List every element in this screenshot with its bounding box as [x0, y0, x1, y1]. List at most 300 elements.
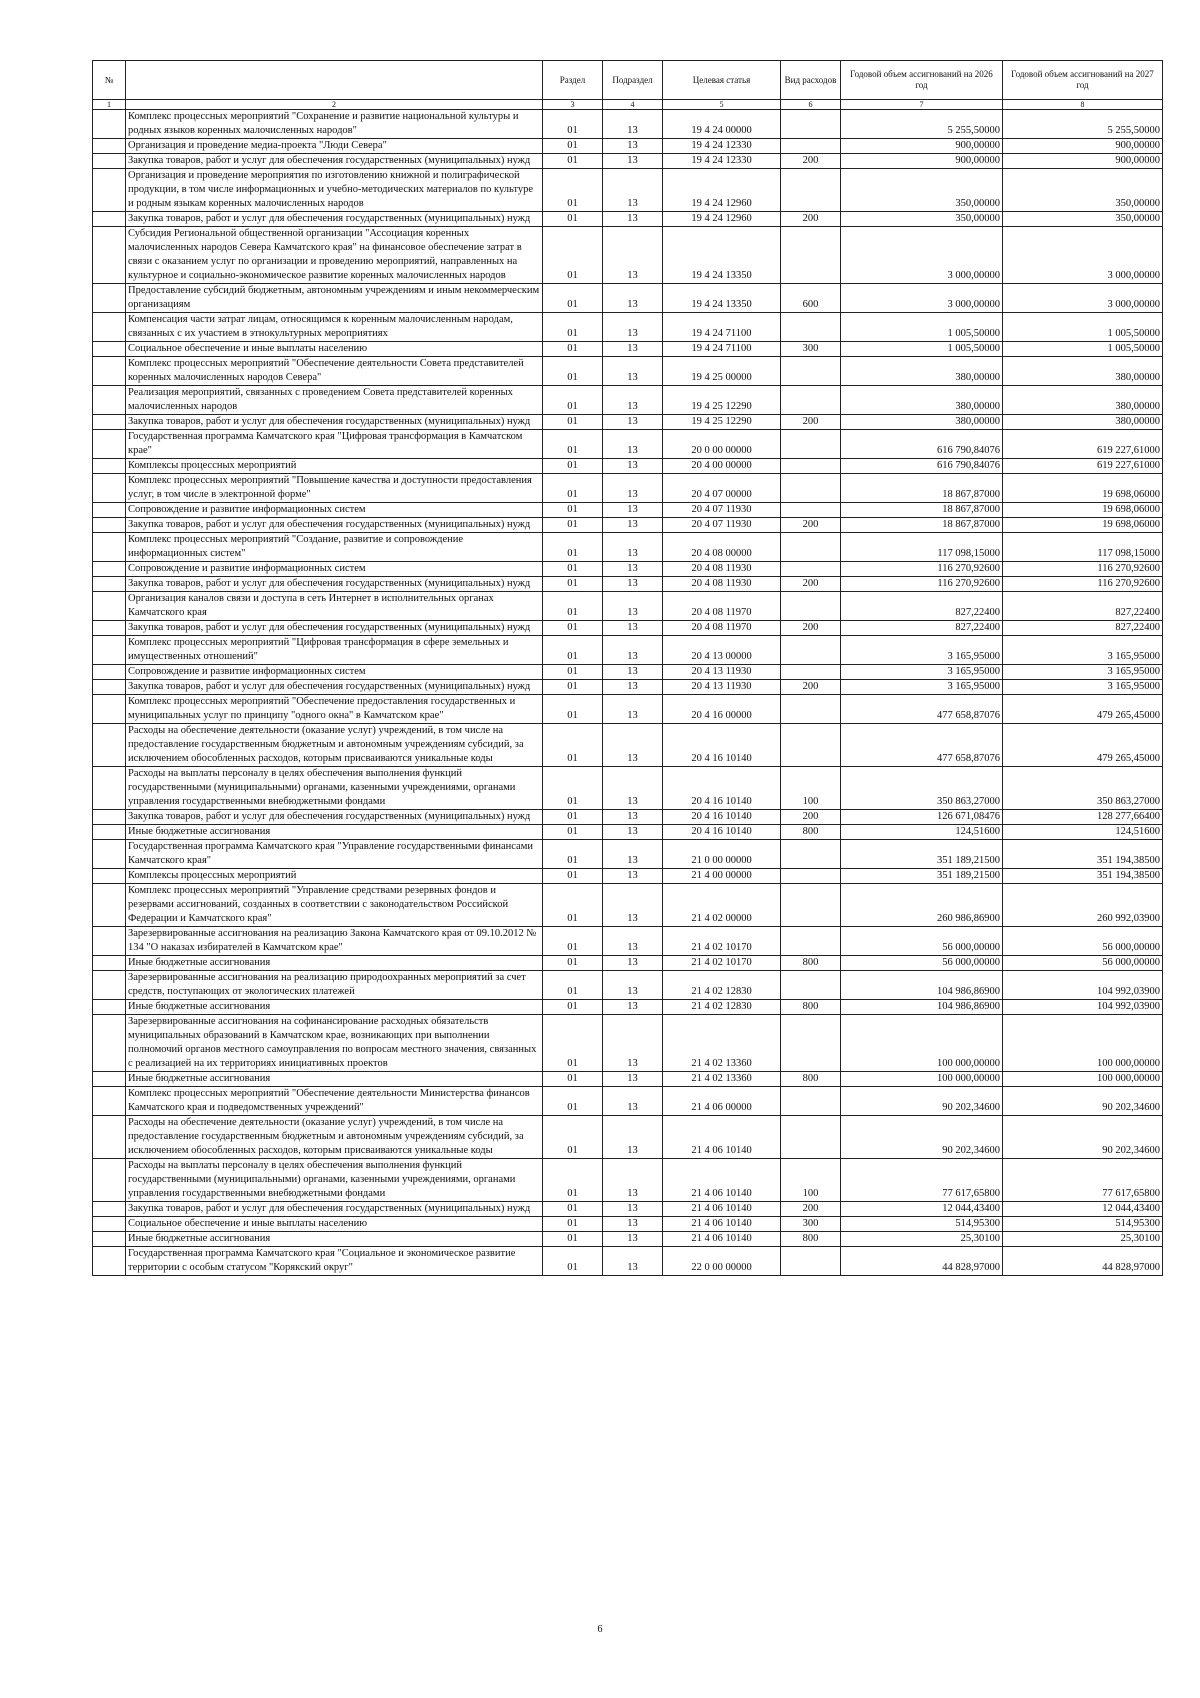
table-row	[93, 1202, 1163, 1217]
table-body	[93, 110, 1163, 1276]
razdel-cell: 01	[543, 1015, 603, 1072]
column-number: 2	[126, 100, 543, 110]
podrazdel-cell: 13	[603, 154, 663, 169]
podrazdel-cell: 13	[603, 503, 663, 518]
num-cell	[93, 503, 126, 518]
expense-type-cell: 800	[781, 956, 841, 971]
item-name: Комплекс процессных мероприятий "Создание, развитие и сопровождение информационных систем"	[126, 533, 543, 562]
podrazdel-cell: 13	[603, 1159, 663, 1202]
num-cell	[93, 386, 126, 415]
item-name: Социальное обеспечение и иные выплаты населению	[126, 1217, 543, 1232]
target-article-cell: 21 4 06 00000	[663, 1087, 781, 1116]
amount-2027-cell: 44 828,97000	[1003, 1247, 1163, 1276]
num-cell	[93, 459, 126, 474]
amount-2027-cell: 117 098,15000	[1003, 533, 1163, 562]
item-name: Организация и проведение мероприятия по изготовлению книжной и полиграфической продукции, в том числе информационных и учебно-методических материалов по культуре и родным языкам коренных малочисленных народов	[126, 169, 543, 212]
table-row	[93, 1116, 1163, 1159]
num-cell	[93, 695, 126, 724]
table-row	[93, 636, 1163, 665]
amount-2026-cell: 900,00000	[841, 154, 1003, 169]
num-cell	[93, 810, 126, 825]
expense-type-cell	[781, 313, 841, 342]
razdel-cell: 01	[543, 1087, 603, 1116]
table-row	[93, 357, 1163, 386]
target-article-cell: 21 4 06 10140	[663, 1202, 781, 1217]
amount-2026-cell: 126 671,08476	[841, 810, 1003, 825]
amount-2027-cell: 56 000,00000	[1003, 956, 1163, 971]
amount-2026-cell: 104 986,86900	[841, 971, 1003, 1000]
item-name: Закупка товаров, работ и услуг для обеспечения государственных (муниципальных) нужд	[126, 810, 543, 825]
podrazdel-cell: 13	[603, 474, 663, 503]
amount-2026-cell: 5 255,50000	[841, 110, 1003, 139]
amount-2026-cell: 18 867,87000	[841, 503, 1003, 518]
razdel-cell: 01	[543, 357, 603, 386]
amount-2026-cell: 351 189,21500	[841, 869, 1003, 884]
podrazdel-cell: 13	[603, 680, 663, 695]
razdel-cell: 01	[543, 636, 603, 665]
amount-2027-cell: 479 265,45000	[1003, 724, 1163, 767]
razdel-cell: 01	[543, 227, 603, 284]
table-row	[93, 869, 1163, 884]
expense-type-cell: 300	[781, 1217, 841, 1232]
podrazdel-cell: 13	[603, 1000, 663, 1015]
target-article-cell: 20 4 07 11930	[663, 503, 781, 518]
table-row	[93, 1000, 1163, 1015]
item-name: Субсидия Региональной общественной организации "Ассоциация коренных малочисленных народов Севера Камчатского края" на финансовое обеспечение затрат в связи с оказанием услуг по организации и проведению мероприятий, направленных на культурное и социально-экономическое развитие коренных малочисленных народов	[126, 227, 543, 284]
table-row	[93, 1159, 1163, 1202]
target-article-cell: 19 4 25 12290	[663, 415, 781, 430]
num-cell	[93, 562, 126, 577]
item-name: Закупка товаров, работ и услуг для обеспечения государственных (муниципальных) нужд	[126, 212, 543, 227]
header-expense-type: Вид расходов	[781, 61, 841, 100]
target-article-cell: 20 4 13 11930	[663, 680, 781, 695]
razdel-cell: 01	[543, 518, 603, 533]
razdel-cell: 01	[543, 724, 603, 767]
item-name: Иные бюджетные ассигнования	[126, 1072, 543, 1087]
amount-2027-cell: 77 617,65800	[1003, 1159, 1163, 1202]
razdel-cell: 01	[543, 1247, 603, 1276]
amount-2027-cell: 56 000,00000	[1003, 927, 1163, 956]
razdel-cell: 01	[543, 212, 603, 227]
target-article-cell: 20 4 13 11930	[663, 665, 781, 680]
amount-2027-cell: 90 202,34600	[1003, 1116, 1163, 1159]
target-article-cell: 21 4 02 13360	[663, 1072, 781, 1087]
num-cell	[93, 227, 126, 284]
amount-2026-cell: 260 986,86900	[841, 884, 1003, 927]
podrazdel-cell: 13	[603, 869, 663, 884]
num-cell	[93, 1202, 126, 1217]
num-cell	[93, 284, 126, 313]
amount-2026-cell: 380,00000	[841, 415, 1003, 430]
podrazdel-cell: 13	[603, 1116, 663, 1159]
expense-type-cell	[781, 927, 841, 956]
expense-type-cell: 800	[781, 825, 841, 840]
expense-type-cell	[781, 562, 841, 577]
amount-2026-cell: 77 617,65800	[841, 1159, 1003, 1202]
header-name	[126, 61, 543, 100]
amount-2026-cell: 3 165,95000	[841, 636, 1003, 665]
num-cell	[93, 884, 126, 927]
expense-type-cell	[781, 386, 841, 415]
podrazdel-cell: 13	[603, 415, 663, 430]
amount-2026-cell: 104 986,86900	[841, 1000, 1003, 1015]
num-cell	[93, 1232, 126, 1247]
num-cell	[93, 665, 126, 680]
expense-type-cell	[781, 695, 841, 724]
num-cell	[93, 415, 126, 430]
podrazdel-cell: 13	[603, 592, 663, 621]
item-name: Предоставление субсидий бюджетным, автономным учреждениям и иным некоммерческим организациям	[126, 284, 543, 313]
razdel-cell: 01	[543, 1000, 603, 1015]
podrazdel-cell: 13	[603, 840, 663, 869]
amount-2027-cell: 90 202,34600	[1003, 1087, 1163, 1116]
amount-2026-cell: 351 189,21500	[841, 840, 1003, 869]
num-cell	[93, 430, 126, 459]
podrazdel-cell: 13	[603, 636, 663, 665]
amount-2027-cell: 900,00000	[1003, 154, 1163, 169]
item-name: Закупка товаров, работ и услуг для обеспечения государственных (муниципальных) нужд	[126, 621, 543, 636]
expense-type-cell: 200	[781, 810, 841, 825]
expense-type-cell: 200	[781, 1202, 841, 1217]
razdel-cell: 01	[543, 1072, 603, 1087]
table-row	[93, 284, 1163, 313]
item-name: Государственная программа Камчатского края "Социальное и экономическое развитие территории с особым статусом "Корякский округ"	[126, 1247, 543, 1276]
num-cell	[93, 869, 126, 884]
num-cell	[93, 154, 126, 169]
item-name: Организация каналов связи и доступа в сеть Интернет в исполнительных органах Камчатского края	[126, 592, 543, 621]
amount-2027-cell: 124,51600	[1003, 825, 1163, 840]
num-cell	[93, 680, 126, 695]
expense-type-cell	[781, 665, 841, 680]
razdel-cell: 01	[543, 665, 603, 680]
item-name: Иные бюджетные ассигнования	[126, 825, 543, 840]
item-name: Комплексы процессных мероприятий	[126, 869, 543, 884]
table-row	[93, 415, 1163, 430]
podrazdel-cell: 13	[603, 386, 663, 415]
target-article-cell: 21 4 06 10140	[663, 1159, 781, 1202]
amount-2026-cell: 12 044,43400	[841, 1202, 1003, 1217]
target-article-cell: 20 4 07 00000	[663, 474, 781, 503]
podrazdel-cell: 13	[603, 810, 663, 825]
target-article-cell: 20 4 00 00000	[663, 459, 781, 474]
table-row	[93, 810, 1163, 825]
amount-2027-cell: 19 698,06000	[1003, 503, 1163, 518]
table-row	[93, 474, 1163, 503]
table-row	[93, 430, 1163, 459]
amount-2026-cell: 56 000,00000	[841, 927, 1003, 956]
target-article-cell: 19 4 24 13350	[663, 227, 781, 284]
expense-type-cell: 200	[781, 415, 841, 430]
num-cell	[93, 927, 126, 956]
num-cell	[93, 577, 126, 592]
target-article-cell: 20 0 00 00000	[663, 430, 781, 459]
razdel-cell: 01	[543, 1202, 603, 1217]
expense-type-cell	[781, 869, 841, 884]
amount-2026-cell: 117 098,15000	[841, 533, 1003, 562]
num-cell	[93, 1000, 126, 1015]
amount-2027-cell: 19 698,06000	[1003, 518, 1163, 533]
amount-2027-cell: 900,00000	[1003, 139, 1163, 154]
amount-2027-cell: 827,22400	[1003, 592, 1163, 621]
razdel-cell: 01	[543, 154, 603, 169]
target-article-cell: 20 4 08 11970	[663, 592, 781, 621]
amount-2026-cell: 380,00000	[841, 357, 1003, 386]
amount-2026-cell: 380,00000	[841, 386, 1003, 415]
item-name: Государственная программа Камчатского края "Управление государственными финансами Камчатского края"	[126, 840, 543, 869]
razdel-cell: 01	[543, 313, 603, 342]
razdel-cell: 01	[543, 110, 603, 139]
target-article-cell: 20 4 08 11930	[663, 577, 781, 592]
table-row	[93, 154, 1163, 169]
num-cell	[93, 840, 126, 869]
podrazdel-cell: 13	[603, 971, 663, 1000]
header-amount-2027: Годовой объем ассигнований на 2027 год	[1003, 61, 1163, 100]
num-cell	[93, 139, 126, 154]
podrazdel-cell: 13	[603, 665, 663, 680]
razdel-cell: 01	[543, 1116, 603, 1159]
expense-type-cell	[781, 227, 841, 284]
podrazdel-cell: 13	[603, 1247, 663, 1276]
num-cell	[93, 971, 126, 1000]
table-row	[93, 386, 1163, 415]
column-number: 8	[1003, 100, 1163, 110]
amount-2027-cell: 19 698,06000	[1003, 474, 1163, 503]
amount-2027-cell: 100 000,00000	[1003, 1072, 1163, 1087]
num-cell	[93, 621, 126, 636]
podrazdel-cell: 13	[603, 139, 663, 154]
podrazdel-cell: 13	[603, 621, 663, 636]
expense-type-cell: 600	[781, 284, 841, 313]
razdel-cell: 01	[543, 430, 603, 459]
razdel-cell: 01	[543, 956, 603, 971]
expense-type-cell	[781, 884, 841, 927]
item-name: Сопровождение и развитие информационных систем	[126, 503, 543, 518]
expense-type-cell: 100	[781, 1159, 841, 1202]
razdel-cell: 01	[543, 767, 603, 810]
amount-2026-cell: 350,00000	[841, 169, 1003, 212]
amount-2026-cell: 3 165,95000	[841, 680, 1003, 695]
amount-2027-cell: 3 165,95000	[1003, 636, 1163, 665]
num-cell	[93, 767, 126, 810]
num-cell	[93, 956, 126, 971]
amount-2027-cell: 1 005,50000	[1003, 313, 1163, 342]
podrazdel-cell: 13	[603, 110, 663, 139]
amount-2026-cell: 350,00000	[841, 212, 1003, 227]
num-cell	[93, 592, 126, 621]
podrazdel-cell: 13	[603, 342, 663, 357]
razdel-cell: 01	[543, 884, 603, 927]
expense-type-cell	[781, 459, 841, 474]
amount-2026-cell: 477 658,87076	[841, 695, 1003, 724]
podrazdel-cell: 13	[603, 1072, 663, 1087]
target-article-cell: 19 4 24 12330	[663, 154, 781, 169]
amount-2026-cell: 3 165,95000	[841, 665, 1003, 680]
podrazdel-cell: 13	[603, 313, 663, 342]
target-article-cell: 20 4 13 00000	[663, 636, 781, 665]
razdel-cell: 01	[543, 562, 603, 577]
column-number: 6	[781, 100, 841, 110]
podrazdel-cell: 13	[603, 884, 663, 927]
expense-type-cell	[781, 636, 841, 665]
amount-2026-cell: 116 270,92600	[841, 577, 1003, 592]
column-number: 5	[663, 100, 781, 110]
expense-type-cell: 200	[781, 577, 841, 592]
expense-type-cell	[781, 1247, 841, 1276]
expense-type-cell	[781, 724, 841, 767]
razdel-cell: 01	[543, 971, 603, 1000]
expense-type-cell: 800	[781, 1072, 841, 1087]
target-article-cell: 19 4 24 71100	[663, 342, 781, 357]
num-cell	[93, 1015, 126, 1072]
podrazdel-cell: 13	[603, 459, 663, 474]
razdel-cell: 01	[543, 840, 603, 869]
expense-type-cell: 200	[781, 518, 841, 533]
target-article-cell: 21 0 00 00000	[663, 840, 781, 869]
num-cell	[93, 342, 126, 357]
table-row	[93, 884, 1163, 927]
amount-2027-cell: 3 000,00000	[1003, 227, 1163, 284]
amount-2026-cell: 44 828,97000	[841, 1247, 1003, 1276]
podrazdel-cell: 13	[603, 357, 663, 386]
item-name: Расходы на обеспечение деятельности (оказание услуг) учреждений, в том числе на предоставление государственным бюджетным и автономным учреждениям субсидий, за исключением обособленных расходов, которым присваиваются уникальные коды	[126, 1116, 543, 1159]
amount-2026-cell: 616 790,84076	[841, 430, 1003, 459]
podrazdel-cell: 13	[603, 724, 663, 767]
podrazdel-cell: 13	[603, 562, 663, 577]
item-name: Зарезервированные ассигнования на реализацию природоохранных мероприятий за счет средств, поступающих от экологических платежей	[126, 971, 543, 1000]
target-article-cell: 21 4 02 12830	[663, 1000, 781, 1015]
item-name: Сопровождение и развитие информационных систем	[126, 665, 543, 680]
amount-2026-cell: 100 000,00000	[841, 1072, 1003, 1087]
target-article-cell: 19 4 24 12330	[663, 139, 781, 154]
expense-type-cell	[781, 139, 841, 154]
table-row	[93, 840, 1163, 869]
appropriations-table	[92, 60, 1163, 1276]
target-article-cell: 22 0 00 00000	[663, 1247, 781, 1276]
item-name: Расходы на обеспечение деятельности (оказание услуг) учреждений, в том числе на предоставление государственным бюджетным и автономным учреждениям субсидий, за исключением обособленных расходов, которым присваиваются уникальные коды	[126, 724, 543, 767]
num-cell	[93, 1247, 126, 1276]
expense-type-cell: 200	[781, 621, 841, 636]
amount-2027-cell: 128 277,66400	[1003, 810, 1163, 825]
podrazdel-cell: 13	[603, 430, 663, 459]
amount-2026-cell: 25,30100	[841, 1232, 1003, 1247]
amount-2026-cell: 18 867,87000	[841, 518, 1003, 533]
item-name: Закупка товаров, работ и услуг для обеспечения государственных (муниципальных) нужд	[126, 1202, 543, 1217]
item-name: Реализация мероприятий, связанных с проведением Совета представителей коренных малочисленных народов	[126, 386, 543, 415]
razdel-cell: 01	[543, 474, 603, 503]
num-cell	[93, 212, 126, 227]
num-cell	[93, 1116, 126, 1159]
amount-2026-cell: 827,22400	[841, 621, 1003, 636]
target-article-cell: 20 4 16 00000	[663, 695, 781, 724]
column-number: 4	[603, 100, 663, 110]
item-name: Комплекс процессных мероприятий "Повышение качества и доступности предоставления услуг, в том числе в электронной форме"	[126, 474, 543, 503]
amount-2027-cell: 104 992,03900	[1003, 1000, 1163, 1015]
razdel-cell: 01	[543, 415, 603, 430]
table-row	[93, 518, 1163, 533]
amount-2027-cell: 351 194,38500	[1003, 869, 1163, 884]
column-number: 1	[93, 100, 126, 110]
table-row	[93, 927, 1163, 956]
table-row	[93, 110, 1163, 139]
num-cell	[93, 1072, 126, 1087]
expense-type-cell	[781, 592, 841, 621]
table-row	[93, 592, 1163, 621]
item-name: Комплекс процессных мероприятий "Управление средствами резервных фондов и резервами ассигнований, созданных в соответствии с законодательством Российской Федерации и Камчатского края"	[126, 884, 543, 927]
razdel-cell: 01	[543, 680, 603, 695]
amount-2027-cell: 12 044,43400	[1003, 1202, 1163, 1217]
column-number: 7	[841, 100, 1003, 110]
razdel-cell: 01	[543, 825, 603, 840]
amount-2026-cell: 116 270,92600	[841, 562, 1003, 577]
razdel-cell: 01	[543, 459, 603, 474]
podrazdel-cell: 13	[603, 1015, 663, 1072]
target-article-cell: 20 4 16 10140	[663, 724, 781, 767]
expense-type-cell	[781, 1015, 841, 1072]
table-row	[93, 577, 1163, 592]
amount-2026-cell: 827,22400	[841, 592, 1003, 621]
razdel-cell: 01	[543, 169, 603, 212]
header-podrazdel: Подраздел	[603, 61, 663, 100]
target-article-cell: 20 4 16 10140	[663, 810, 781, 825]
table-row	[93, 680, 1163, 695]
target-article-cell: 20 4 08 00000	[663, 533, 781, 562]
target-article-cell: 19 4 25 12290	[663, 386, 781, 415]
table-row	[93, 724, 1163, 767]
num-cell	[93, 825, 126, 840]
num-cell	[93, 357, 126, 386]
header-number: №	[93, 61, 126, 100]
razdel-cell: 01	[543, 592, 603, 621]
amount-2027-cell: 619 227,61000	[1003, 459, 1163, 474]
num-cell	[93, 724, 126, 767]
amount-2026-cell: 514,95300	[841, 1217, 1003, 1232]
item-name: Расходы на выплаты персоналу в целях обеспечения выполнения функций государственными (муниципальными) органами, казенными учреждениями, органами управления государственными внебюджетными фондами	[126, 767, 543, 810]
razdel-cell: 01	[543, 621, 603, 636]
podrazdel-cell: 13	[603, 533, 663, 562]
razdel-cell: 01	[543, 386, 603, 415]
item-name: Иные бюджетные ассигнования	[126, 956, 543, 971]
razdel-cell: 01	[543, 1159, 603, 1202]
razdel-cell: 01	[543, 284, 603, 313]
expense-type-cell	[781, 840, 841, 869]
item-name: Комплекс процессных мероприятий "Цифровая трансформация в сфере земельных и имущественных отношений"	[126, 636, 543, 665]
expense-type-cell: 300	[781, 342, 841, 357]
table-row	[93, 1015, 1163, 1072]
amount-2027-cell: 3 165,95000	[1003, 680, 1163, 695]
amount-2027-cell: 3 000,00000	[1003, 284, 1163, 313]
target-article-cell: 19 4 24 13350	[663, 284, 781, 313]
amount-2027-cell: 350 863,27000	[1003, 767, 1163, 810]
table-row	[93, 1232, 1163, 1247]
expense-type-cell	[781, 110, 841, 139]
podrazdel-cell: 13	[603, 767, 663, 810]
table-row	[93, 533, 1163, 562]
item-name: Зарезервированные ассигнования на софинансирование расходных обязательств муниципальных образований в Камчатском крае, возникающих при выполнении полномочий органов местного самоуправления по вопросам местного значения, связанных с реализацией на их территориях инициативных проектов	[126, 1015, 543, 1072]
table-row	[93, 956, 1163, 971]
num-cell	[93, 474, 126, 503]
target-article-cell: 21 4 02 10170	[663, 956, 781, 971]
target-article-cell: 19 4 24 12960	[663, 169, 781, 212]
header-target-article: Целевая статья	[663, 61, 781, 100]
amount-2027-cell: 380,00000	[1003, 415, 1163, 430]
item-name: Иные бюджетные ассигнования	[126, 1232, 543, 1247]
table-row	[93, 825, 1163, 840]
item-name: Закупка товаров, работ и услуг для обеспечения государственных (муниципальных) нужд	[126, 680, 543, 695]
podrazdel-cell: 13	[603, 1087, 663, 1116]
item-name: Организация и проведение медиа-проекта "Люди Севера"	[126, 139, 543, 154]
expense-type-cell: 200	[781, 680, 841, 695]
amount-2026-cell: 1 005,50000	[841, 342, 1003, 357]
